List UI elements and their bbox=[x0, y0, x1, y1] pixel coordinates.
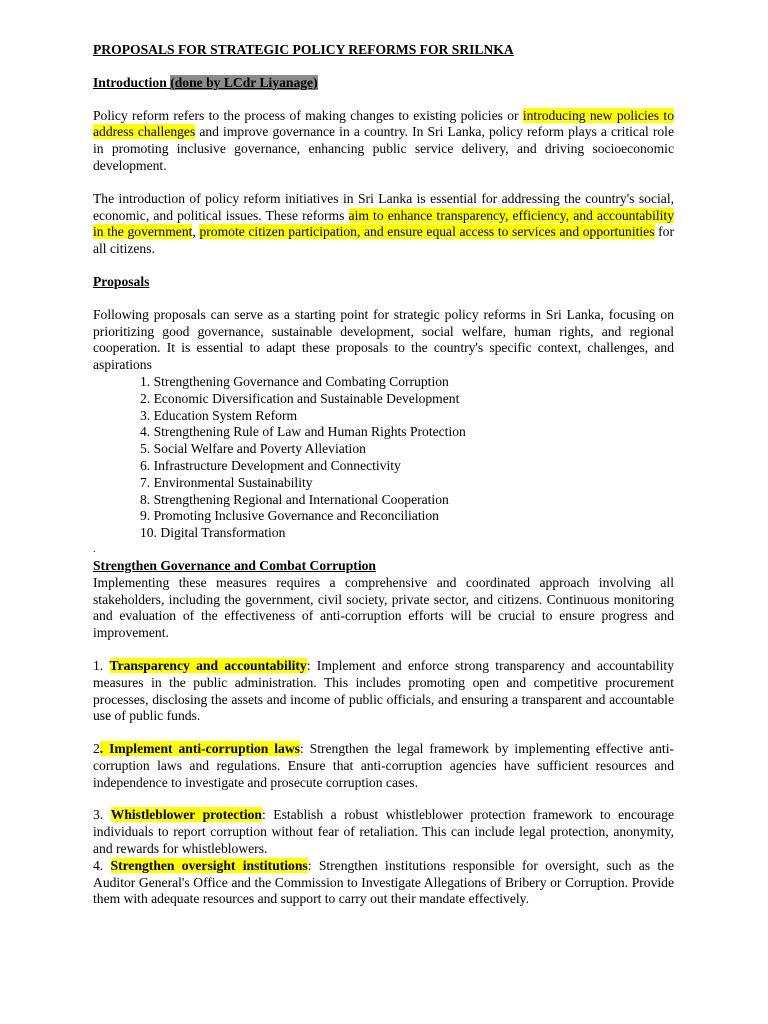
governance-point-4 bbox=[93, 858, 674, 908]
document-title: PROPOSALS FOR STRATEGIC POLICY REFORMS FOR SRILNKA bbox=[93, 42, 514, 57]
author-tag: (done by LCdr Liyanage) bbox=[170, 74, 318, 90]
governance-point-2 bbox=[93, 741, 674, 791]
point-label-highlight: Whistleblower protection bbox=[110, 807, 262, 823]
spacer bbox=[93, 291, 674, 307]
introduction-heading bbox=[93, 75, 674, 92]
point-label-highlight: Strengthen oversight institutions bbox=[110, 857, 308, 873]
proposals-list bbox=[93, 374, 674, 542]
point-text: : Establish a robust whistleblower protection framework to encourage individuals to report corruption without fear of retaliation. This can include legal protection, anonymity, and rewards for whistleblowers. bbox=[93, 807, 674, 857]
governance-heading: Strengthen Governance and Combat Corruption bbox=[93, 557, 376, 573]
point-text: : Implement and enforce strong transparency and accountability measures in the public administration. This includes promoting open and competitive procurement processes, disclosing the assets and income of public officials, and ensuring a transparent and accountable use of public funds. bbox=[93, 657, 675, 724]
point-number: 3. bbox=[93, 807, 111, 823]
proposals-intro-paragraph: Following proposals can serve as a starting point for strategic policy reforms in Sri Lanka, focusing on prioritizing good governance, sustainable development, social welfare, human rights, and regional cooperation. It is essential to adapt these proposals to the country's specific context, challenges, and aspirations bbox=[93, 306, 674, 373]
intro-p2-text-a: The introduction of policy reform initiatives in Sri Lanka is essential for addressing the country's social, economic, and political issues. These reforms bbox=[93, 190, 674, 223]
document-page bbox=[93, 42, 674, 908]
governance-point-3 bbox=[93, 807, 674, 857]
point-label-highlight: . Implement anti-corruption laws bbox=[99, 741, 300, 757]
intro-p1-text-b: and improve governance in a country. In Sri Lanka, policy reform plays a critical role in promoting inclusive governance, enhancing public service delivery, and driving socioeconomic development. bbox=[93, 124, 674, 173]
list-item: 10. Digital Transformation bbox=[140, 525, 286, 541]
list-item: 6. Infrastructure Development and Connectivity bbox=[140, 457, 401, 473]
intro-p1-text-a: Policy reform refers to the process of making changes to existing policies or bbox=[93, 107, 523, 123]
spacer bbox=[93, 791, 674, 807]
list-item: 2. Economic Diversification and Sustainable Development bbox=[140, 390, 460, 406]
list-item: 5. Social Welfare and Poverty Alleviation bbox=[140, 441, 366, 457]
spacer bbox=[93, 258, 674, 274]
point-number: 2 bbox=[93, 741, 100, 757]
governance-point-1 bbox=[93, 658, 674, 725]
list-item: 9. Promoting Inclusive Governance and Reconciliation bbox=[140, 508, 439, 524]
introduction-heading-label: Introduction bbox=[93, 74, 167, 90]
point-label-highlight: Transparency and accountability bbox=[109, 657, 307, 673]
intro-p2-text-c: for all citizens. bbox=[93, 224, 674, 257]
proposals-heading: Proposals bbox=[93, 273, 150, 289]
list-item: 8. Strengthening Regional and International Cooperation bbox=[140, 491, 449, 507]
list-item: 4. Strengthening Rule of Law and Human Rights Protection bbox=[140, 424, 466, 440]
point-number: 4. bbox=[93, 857, 111, 873]
intro-p2-highlight-2: promote citizen participation, and ensure equal access to services and opportunities bbox=[199, 224, 655, 240]
intro-paragraph-2 bbox=[93, 191, 674, 258]
list-item: 7. Environmental Sustainability bbox=[140, 474, 313, 490]
point-number: 1. bbox=[93, 657, 110, 673]
spacer bbox=[93, 175, 674, 191]
spacer bbox=[93, 642, 674, 658]
list-item: 1. Strengthening Governance and Combating Corruption bbox=[140, 373, 449, 389]
point-text: : Strengthen institutions responsible for oversight, such as the Auditor General's Office and the Commission to Investigate Allegations of Bribery or Corruption. Provide them with adequate resources and support to carry out their mandate effectively. bbox=[93, 857, 675, 907]
stray-period: . bbox=[93, 543, 96, 555]
governance-intro-paragraph: Implementing these measures requires a comprehensive and coordinated approach involving all stakeholders, including the government, civil society, private sector, and citizens. Continuous monitoring and evaluation of the effectiveness of anti-corruption efforts will be crucial to ensure progress and improvement. bbox=[93, 574, 674, 641]
list-item: 3. Education System Reform bbox=[140, 407, 298, 423]
intro-p2-highlight-1: aim to enhance transparency, efficiency, and accountability in the government bbox=[93, 207, 674, 240]
intro-paragraph-1 bbox=[93, 108, 674, 175]
intro-p2-text-b: , bbox=[192, 224, 200, 240]
intro-p1-highlight: introducing new policies to address challenges bbox=[93, 107, 674, 140]
spacer bbox=[93, 725, 674, 741]
point-text: : Strengthen the legal framework by implementing effective anti-corruption laws and regulations. Ensure that anti-corruption agencies have sufficient resources and independence to investigate and prosecute corruption cases. bbox=[93, 741, 674, 790]
